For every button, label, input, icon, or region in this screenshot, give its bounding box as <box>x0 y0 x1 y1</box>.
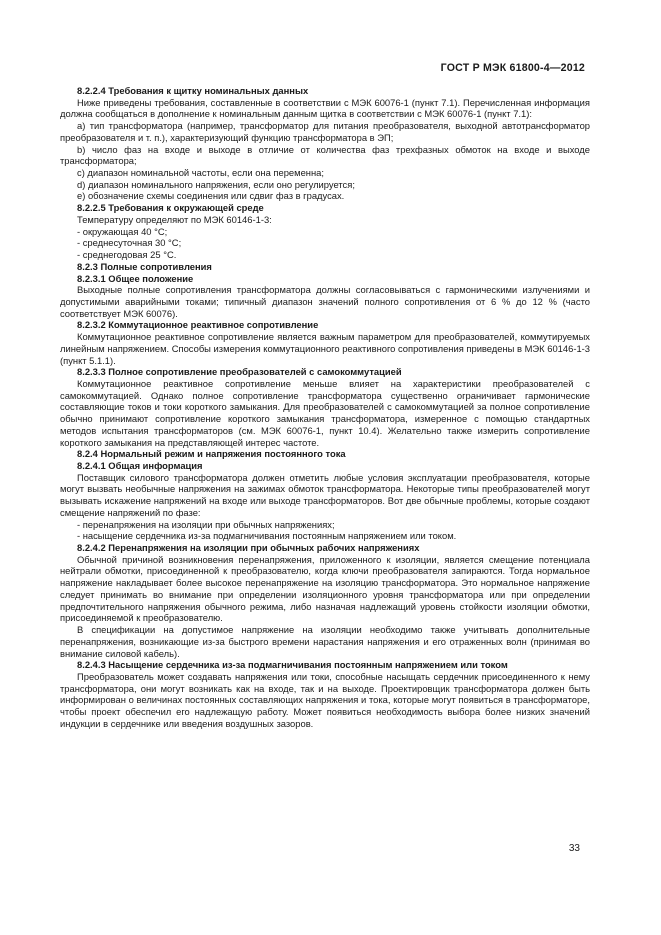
section-heading: 8.2.3.3 Полное сопротивление преобразователей с самокоммутацией <box>77 366 402 378</box>
list-item: - насыщение сердечника из-за подмагничивания постоянным напряжением или током. <box>77 530 457 542</box>
paragraph: В спецификации на допустимое напряжение на изоляции необходимо также учитывать дополнительные перенапряжения, возникающие из-за быстрого времени нарастания напряжения и его отраженных волн (принимая во внимание силовой кабель). <box>60 624 590 659</box>
paragraph: с) диапазон номинальной частоты, если она переменна; <box>77 167 324 179</box>
list-item: - окружающая 40 °С; <box>77 225 168 237</box>
list-item: - среднесуточная 30 °С; <box>77 237 182 249</box>
paragraph: Преобразователь может создавать напряжения или токи, способные насыщать сердечник присоединенного к нему трансформатора, они могут возникать как на входе, так и на выходе. Проектировщик трансформатора должен быть информирован о величинах постоянных составляющих напряжения и тока, которые могут появиться в трансформаторе, чтобы проект обеспечил его надлежащую работу. Может появиться необходимость выбора более низких значений индукции в сердечнике или введения воздушных зазоров. <box>60 670 590 729</box>
paragraph: а) тип трансформатора (например, трансформатор для питания преобразователя, выходной автотрансформатор преобразователя и т. п.), характеризующий функцию трансформатора в ЭП; <box>60 120 590 143</box>
section-heading: 8.2.4.1 Общая информация <box>77 460 203 471</box>
list-item: - среднегодовая 25 °С. <box>77 249 177 261</box>
paragraph: Поставщик силового трансформатора должен отметить любые условия эксплуатации преобразователя, которые могут вызвать необычные напряжения на зажимах обмоток трансформатора. Некоторые типы преобразователей могут вызывать искажение напряжений на входе или выходе трансформаторов. Вот две обычные проблемы, которые создают смещение напряжений по фазе: <box>60 471 590 518</box>
page-number: 33 <box>568 843 580 854</box>
paragraph: Выходные полные сопротивления трансформатора должны согласовываться с гармоническими излучениями и допустимыми аварийными токами; типичный диапазон значений полного сопротивления от 6 % до 12 % (часто соответствует МЭК 60076). <box>60 284 590 319</box>
document-body <box>60 85 590 730</box>
paragraph: Температуру определяют по МЭК 60146-1-3: <box>77 213 272 225</box>
section-heading: 8.2.3.1 Общее положение <box>77 272 194 284</box>
section-heading: 8.2.3 Полные сопротивления <box>77 260 212 272</box>
paragraph: е) обозначение схемы соединения или сдвиг фаз в градусах. <box>77 190 345 202</box>
document-header: ГОСТ Р МЭК 61800-4—2012 <box>440 62 585 74</box>
section-heading: 8.2.2.4 Требования к щитку номинальных данных <box>77 85 309 96</box>
paragraph: Коммутационное реактивное сопротивление меньше влияет на характеристики преобразователей с самокоммутацией. Однако полное сопротивление трансформатора существенно ограничивает гармонические составляющие токов и токи короткого замыкания. Для преобразователей с самокоммутацией за полное сопротивление обычно принимают сопротивление короткого замыкания трансформатора, измеренное с помощью стандартных методов испытания трансформаторов (см. МЭК 60076-1, пункт 10.4). Желательно также измерить сопротивление короткого замыкания на представляющей интерес частоте. <box>60 377 590 448</box>
paragraph: d) диапазон номинального напряжения, если оно регулируется; <box>77 178 355 190</box>
section-heading: 8.2.3.2 Коммутационное реактивное сопротивление <box>77 319 319 331</box>
paragraph: b) число фаз на входе и выходе в отличие от количества фаз трехфазных обмоток на входе и выходе трансформатора; <box>60 143 590 167</box>
section-heading: 8.2.4 Нормальный режим и напряжения постоянного тока <box>77 448 346 460</box>
section-heading: 8.2.4.2 Перенапряжения на изоляции при обычных рабочих напряжениях <box>77 542 420 554</box>
paragraph: Обычной причиной возникновения перенапряжения, приложенного к изоляции, является смещение потенциала нейтрали обмотки, присоединенной к преобразователю, когда ключи преобразователя запираются. Тогда нормальное напряжение накладывает более высокое перенапряжение на изоляцию трансформатора. Это нормальное напряжение следует принимать во внимание при определении изоляционного уровня трансформатора или при определении предпочтительного напряжения обычного режима, либо назначая надлежащий уровень стойкости изоляции обмотки, присоединяемой к преобразователю. <box>60 553 590 624</box>
paragraph: Ниже приведены требования, составленные в соответствии с МЭК 60076-1 (пункт 7.1). Перечисленная информация должна сообщаться в дополнение к номинальным данным щитка в соответствии с МЭК 60076-1 (пункт 7.1): <box>60 96 590 120</box>
paragraph: Коммутационное реактивное сопротивление является важным параметром для преобразователей, коммутируемых линейным напряжением. Способы измерения коммутационного реактивного сопротивления приведены в МЭК 60146-1-3 (пункт 5.1.1). <box>60 331 590 366</box>
section-heading: 8.2.4.3 Насыщение сердечника из-за подмагничивания постоянным напряжением или током <box>77 659 508 671</box>
list-item: - перенапряжения на изоляции при обычных напряжениях; <box>77 518 335 530</box>
section-heading: 8.2.2.5 Требования к окружающей среде <box>77 202 264 214</box>
